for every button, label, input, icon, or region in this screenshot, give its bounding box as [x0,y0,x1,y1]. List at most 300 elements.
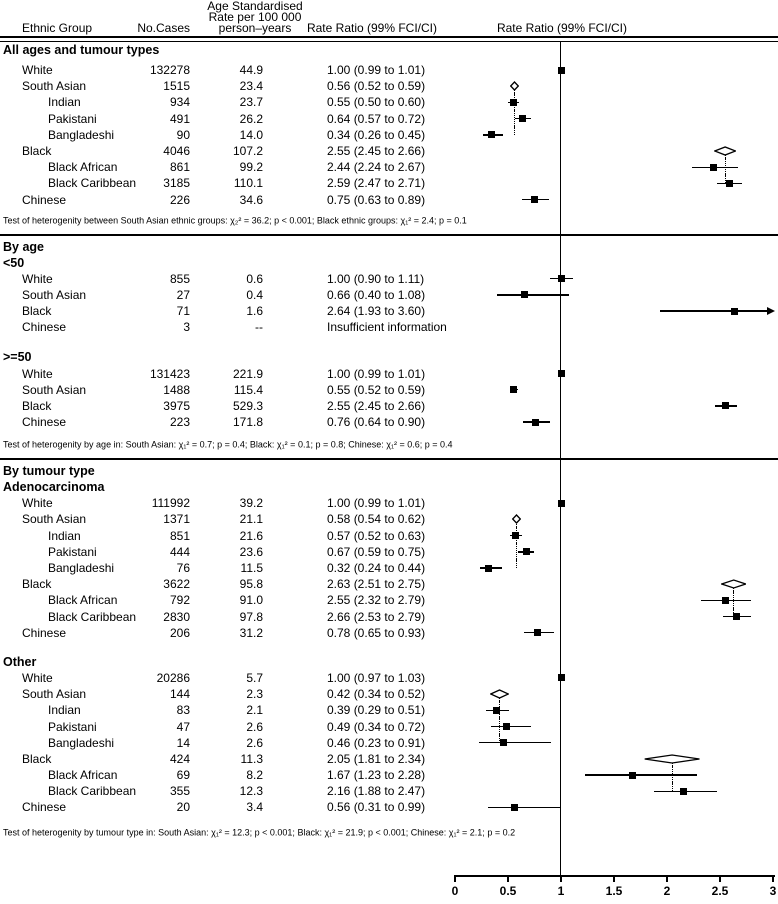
spacer [0,430,778,438]
rate-value: 171.8 [232,415,263,430]
rate-value: -- [255,320,263,335]
rate-value: 34.6 [239,192,263,207]
ethnic-group-label: Black [22,751,52,766]
rate-ratio-value: Insufficient information [327,320,447,335]
table-row [0,143,778,159]
table-row [0,670,778,686]
footnote-row [0,826,778,840]
axis-tick-label: 3 [769,884,777,898]
no-cases-value: 71 [176,304,190,319]
rows-container [0,42,778,840]
rate-ratio-value: 0.55 (0.50 to 0.60) [327,95,426,110]
no-cases-value: 83 [176,703,190,718]
ethnic-group-label: Chinese [22,415,67,430]
rate-value: 14.0 [239,127,263,142]
plot-cell [455,414,778,430]
ethnic-group-label: South Asian [22,79,87,94]
point-square [558,275,565,282]
plot-cell [455,382,778,398]
rate-value: 1.6 [246,304,263,319]
axis-tick [560,875,562,882]
no-cases-value: 855 [169,271,190,286]
rate-ratio-value: 2.55 (2.45 to 2.66) [327,398,426,413]
plot-cell [455,686,778,702]
plot-cell [455,111,778,127]
rate-value: 2.3 [246,687,263,702]
plot-cell [455,544,778,560]
no-cases-value: 226 [169,192,190,207]
section-title: Adenocarcinoma [3,480,105,495]
no-cases-value: 69 [176,768,190,783]
rate-ratio-value: 0.56 (0.52 to 0.59) [327,79,426,94]
point-square [510,99,517,106]
plot-cell [455,576,778,592]
table-row [0,271,778,287]
axis-tick-label: 0 [451,884,459,898]
rate-ratio-value: 2.59 (2.47 to 2.71) [327,176,426,191]
table-row [0,783,778,799]
table-row [0,175,778,191]
table-row [0,111,778,127]
col-header-rate-line3: person–years [218,21,292,35]
no-cases-value: 861 [169,160,190,175]
plot-cell [455,62,778,78]
table-row [0,735,778,751]
axis-tick-label: 1.5 [605,884,623,898]
plot-cell [455,127,778,143]
table-row [0,495,778,511]
rate-ratio-value: 2.44 (2.24 to 2.67) [327,160,426,175]
col-header-rate-ratio: Rate Ratio (99% FCI/CI) [306,21,438,35]
plot-cell [455,511,778,527]
axis-tick [507,875,509,882]
summary-diamond [714,146,736,156]
table-row [0,62,778,78]
rate-value: 107.2 [232,144,263,159]
rate-value: 8.2 [246,768,263,783]
section-title: >=50 [3,350,32,365]
no-cases-value: 792 [169,593,190,608]
ethnic-group-label: Bangladeshi [48,561,115,576]
section-header-row [0,239,778,255]
no-cases-value: 2830 [163,609,190,624]
table-row [0,365,778,381]
point-square [558,370,565,377]
ethnic-group-label: White [22,670,53,685]
rate-ratio-value: 0.76 (0.64 to 0.90) [327,415,426,430]
ethnic-group-label: Black [22,304,52,319]
point-square [733,613,740,620]
ethnic-group-label: Bangladeshi [48,735,115,750]
ethnic-group-label: Chinese [22,800,67,815]
plot-cell [455,751,778,767]
no-cases-value: 206 [169,625,190,640]
plot-cell [455,495,778,511]
no-cases-value: 3622 [163,577,190,592]
axis-tick-label: 2.5 [711,884,729,898]
table-row [0,609,778,625]
rate-value: 0.6 [246,271,263,286]
rate-ratio-value: 0.39 (0.29 to 0.51) [327,703,426,718]
col-header-plot-rate-ratio: Rate Ratio (99% FCI/CI) [496,21,628,35]
no-cases-value: 1371 [163,512,190,527]
ethnic-group-label: Pakistani [48,111,97,126]
no-cases-value: 3975 [163,398,190,413]
rate-ratio-value: 0.66 (0.40 to 1.08) [327,287,426,302]
point-square [510,386,517,393]
no-cases-value: 76 [176,561,190,576]
rate-value: 0.4 [246,287,263,302]
point-square [731,308,738,315]
rate-ratio-value: 2.66 (2.53 to 2.79) [327,609,426,624]
no-cases-value: 3 [183,320,190,335]
section-header-row [0,463,778,479]
rate-value: 39.2 [239,496,263,511]
plot-cell [455,783,778,799]
section-header-row [0,349,778,365]
rate-value: 2.6 [246,735,263,750]
rate-value: 91.0 [239,593,263,608]
rate-ratio-value: 2.64 (1.93 to 3.60) [327,304,426,319]
table-row [0,528,778,544]
footnote-text: Test of heterogenity by age in: South Asian: χ₁² = 0.7; p = 0.4; Black: χ₁² = 0.1; p = 0.8; Chinese: χ₁² = 0.6; p = 0.4 [3,439,453,450]
plot-cell [455,735,778,751]
axis-tick [666,875,668,882]
table-row [0,560,778,576]
point-square [485,565,492,572]
no-cases-value: 4046 [163,144,190,159]
rate-ratio-value: 2.63 (2.51 to 2.75) [327,577,426,592]
rate-value: 21.1 [239,512,263,527]
ethnic-group-label: Black [22,398,52,413]
point-square [532,419,539,426]
no-cases-value: 111992 [151,496,190,511]
ethnic-group-label: Pakistani [48,719,97,734]
point-square [500,739,507,746]
group-dotted-line [516,559,517,568]
no-cases-value: 851 [169,528,190,543]
ethnic-group-label: Black [22,577,52,592]
ethnic-group-label: Black Caribbean [48,609,137,624]
table-row [0,576,778,592]
no-cases-value: 14 [176,735,190,750]
rate-ratio-value: 1.00 (0.99 to 1.01) [327,63,426,78]
no-cases-value: 131423 [149,366,190,381]
table-row [0,319,778,335]
plot-cell [455,287,778,303]
spacer [0,335,778,349]
point-square [558,67,565,74]
point-square [519,115,526,122]
no-cases-value: 424 [169,751,190,766]
point-square [521,291,528,298]
rate-value: 97.8 [239,609,263,624]
rate-ratio-value: 2.55 (2.32 to 2.79) [327,593,426,608]
point-square [710,164,717,171]
ci-line [488,807,560,808]
plot-cell [455,560,778,576]
ethnic-group-label: Chinese [22,320,67,335]
no-cases-value: 934 [169,95,190,110]
footnote-text: Test of heterogenity by tumour type in: South Asian: χ₁² = 12.3; p < 0.001; Black: χ₁² = 21.9; p < 0.001; Chinese: χ₁² = 2.1; p = 0.2 [3,827,516,838]
table-row [0,718,778,734]
axis-tick [772,875,774,882]
summary-diamond [644,754,700,764]
rate-value: 110.1 [233,176,263,191]
ethnic-group-label: South Asian [22,687,87,702]
section-title: All ages and tumour types [3,43,160,57]
axis-tick-label: 0.5 [499,884,517,898]
no-cases-value: 1488 [163,382,190,397]
ethnic-group-label: Black Caribbean [48,176,137,191]
section-header-row [0,654,778,670]
plot-cell [455,398,778,414]
section-header-row [0,255,778,271]
section-title: <50 [3,255,25,270]
summary-diamond [721,579,746,589]
rate-value: 11.3 [240,751,263,766]
no-cases-value: 144 [169,687,190,702]
plot-cell [455,319,778,335]
rate-ratio-value: 0.32 (0.24 to 0.44) [327,561,426,576]
plot-cell [455,192,778,208]
rate-ratio-value: 0.55 (0.52 to 0.59) [327,382,426,397]
section-title: By age [3,239,44,254]
ethnic-group-label: Black African [48,768,118,783]
no-cases-value: 3185 [163,176,190,191]
table-row [0,382,778,398]
footnote-row [0,438,778,452]
ethnic-group-label: South Asian [22,287,87,302]
rate-value: 529.3 [232,398,263,413]
col-header-ethnic-group: Ethnic Group [22,21,93,35]
table-row [0,398,778,414]
rate-value: 31.2 [239,625,263,640]
rate-value: 23.7 [239,95,263,110]
ethnic-group-label: Indian [48,703,81,718]
table-row [0,799,778,815]
rate-ratio-value: 0.42 (0.34 to 0.52) [327,687,426,702]
footnote-text: Test of heterogenity between South Asian ethnic groups: χ₂² = 36.2; p < 0.001; Black ethnic groups: χ₁² = 2.4; p = 0.1 [3,215,467,226]
table-row [0,592,778,608]
table-row [0,767,778,783]
point-square [511,804,518,811]
summary-diamond [512,514,521,524]
ethnic-group-label: South Asian [22,382,87,397]
rate-ratio-value: 2.05 (1.81 to 2.34) [327,751,426,766]
rate-value: 11.5 [240,561,263,576]
footnote-row [0,214,778,228]
point-square [531,196,538,203]
point-square [558,674,565,681]
no-cases-value: 90 [176,127,190,142]
table-row [0,287,778,303]
rate-ratio-value: 0.67 (0.59 to 0.75) [327,544,426,559]
plot-cell [455,175,778,191]
plot-cell [455,143,778,159]
axis-tick [613,875,615,882]
rate-ratio-value: 0.56 (0.31 to 0.99) [327,800,426,815]
point-square [493,707,500,714]
ethnic-group-label: Pakistani [48,544,97,559]
ethnic-group-label: Black [22,144,52,159]
plot-cell [455,625,778,641]
col-header-rate-line1: Age Standardised [207,0,303,13]
point-square [629,772,636,779]
plot-cell [455,94,778,110]
table-row [0,686,778,702]
x-axis-line [455,875,775,877]
ethnic-group-label: Black African [48,593,118,608]
rate-ratio-value: 2.16 (1.88 to 2.47) [327,784,426,799]
rate-ratio-value: 0.64 (0.57 to 0.72) [327,111,426,126]
plot-cell [455,799,778,815]
ci-arrow-icon [767,307,775,315]
plot-cell [455,271,778,287]
rate-value: 2.1 [246,703,263,718]
rate-value: 2.6 [246,719,263,734]
rate-value: 221.9 [232,366,263,381]
rate-value: 99.2 [239,160,263,175]
group-dotted-line [514,126,515,135]
rate-ratio-value: 1.67 (1.23 to 2.28) [327,768,426,783]
point-square [558,500,565,507]
no-cases-value: 223 [169,415,190,430]
ethnic-group-label: White [22,271,53,286]
col-header-rate-line2: Rate per 100 000 [208,10,302,24]
table-row [0,414,778,430]
col-header-no-cases: No.Cases [137,21,190,35]
plot-cell [455,303,778,319]
table-row [0,544,778,560]
point-square [534,629,541,636]
axis-tick [719,875,721,882]
ethnic-group-label: Indian [48,95,81,110]
ethnic-group-label: Black African [48,160,118,175]
point-square [722,402,729,409]
table-row [0,751,778,767]
point-square [722,597,729,604]
point-square [680,788,687,795]
section-title: By tumour type [3,464,95,479]
table-row [0,192,778,208]
plot-cell [455,365,778,381]
plot-cell [455,670,778,686]
ci-line [585,774,696,775]
rate-ratio-value: 1.00 (0.97 to 1.03) [327,670,426,685]
ci-line [497,294,569,295]
rate-value: 5.7 [246,670,263,685]
ethnic-group-label: White [22,63,53,78]
rate-value: 95.8 [239,577,263,592]
table-row [0,511,778,527]
rate-value: 12.3 [239,784,263,799]
rate-ratio-value: 0.57 (0.52 to 0.63) [327,528,426,543]
table-row [0,78,778,94]
ethnic-group-label: Bangladeshi [48,127,115,142]
rate-value: 26.2 [239,111,263,126]
rate-ratio-value: 0.46 (0.23 to 0.91) [327,735,426,750]
plot-cell [455,528,778,544]
ethnic-group-label: South Asian [22,512,87,527]
no-cases-value: 20286 [156,670,190,685]
ci-line [491,726,531,727]
section-header-row [0,42,778,58]
rate-ratio-value: 1.00 (0.99 to 1.01) [327,496,426,511]
axis-tick [454,875,456,882]
point-square [503,723,510,730]
rate-value: 21.6 [239,528,263,543]
point-square [523,548,530,555]
rate-value: 23.6 [239,544,263,559]
table-row [0,159,778,175]
table-row [0,303,778,319]
summary-diamond [510,81,519,91]
rate-ratio-value: 1.00 (0.99 to 1.01) [327,366,426,381]
rate-ratio-value: 1.00 (0.90 to 1.11) [327,271,425,286]
rate-ratio-value: 0.34 (0.26 to 0.45) [327,127,426,142]
ci-line [479,742,551,743]
ethnic-group-label: White [22,366,53,381]
no-cases-value: 491 [169,111,190,126]
table-row [0,625,778,641]
rate-ratio-value: 0.78 (0.65 to 0.93) [327,625,426,640]
axis-tick-label: 1 [557,884,565,898]
header-rule [0,36,778,38]
spacer [0,641,778,654]
no-cases-value: 20 [176,800,190,815]
ethnic-group-label: Chinese [22,192,67,207]
rate-ratio-value: 2.55 (2.45 to 2.66) [327,144,426,159]
point-square [726,180,733,187]
no-cases-value: 1515 [163,79,190,94]
ethnic-group-label: Black Caribbean [48,784,137,799]
rate-ratio-value: 0.58 (0.54 to 0.62) [327,512,426,527]
no-cases-value: 47 [176,719,190,734]
plot-cell [455,702,778,718]
ethnic-group-label: White [22,496,53,511]
rate-value: 115.4 [233,382,263,397]
plot-cell [455,159,778,175]
summary-diamond [490,689,509,699]
section-title: Other [3,654,37,669]
plot-cell [455,767,778,783]
plot-cell [455,609,778,625]
point-square [512,532,519,539]
section-header-row [0,479,778,495]
table-row [0,94,778,110]
axis-tick-label: 2 [663,884,671,898]
rate-ratio-value: 0.49 (0.34 to 0.72) [327,719,426,734]
no-cases-value: 132278 [149,63,190,78]
plot-cell [455,718,778,734]
no-cases-value: 355 [169,784,190,799]
rate-value: 3.4 [246,800,263,815]
rate-value: 44.9 [239,63,263,78]
plot-cell [455,592,778,608]
ethnic-group-label: Indian [48,528,81,543]
rate-ratio-value: 0.75 (0.63 to 0.89) [327,192,426,207]
table-row [0,127,778,143]
ethnic-group-label: Chinese [22,625,67,640]
rate-value: 23.4 [239,79,263,94]
spacer [0,816,778,826]
no-cases-value: 444 [169,544,190,559]
plot-cell [455,78,778,94]
no-cases-value: 27 [176,287,190,302]
ci-line [660,310,768,311]
point-square [488,131,495,138]
